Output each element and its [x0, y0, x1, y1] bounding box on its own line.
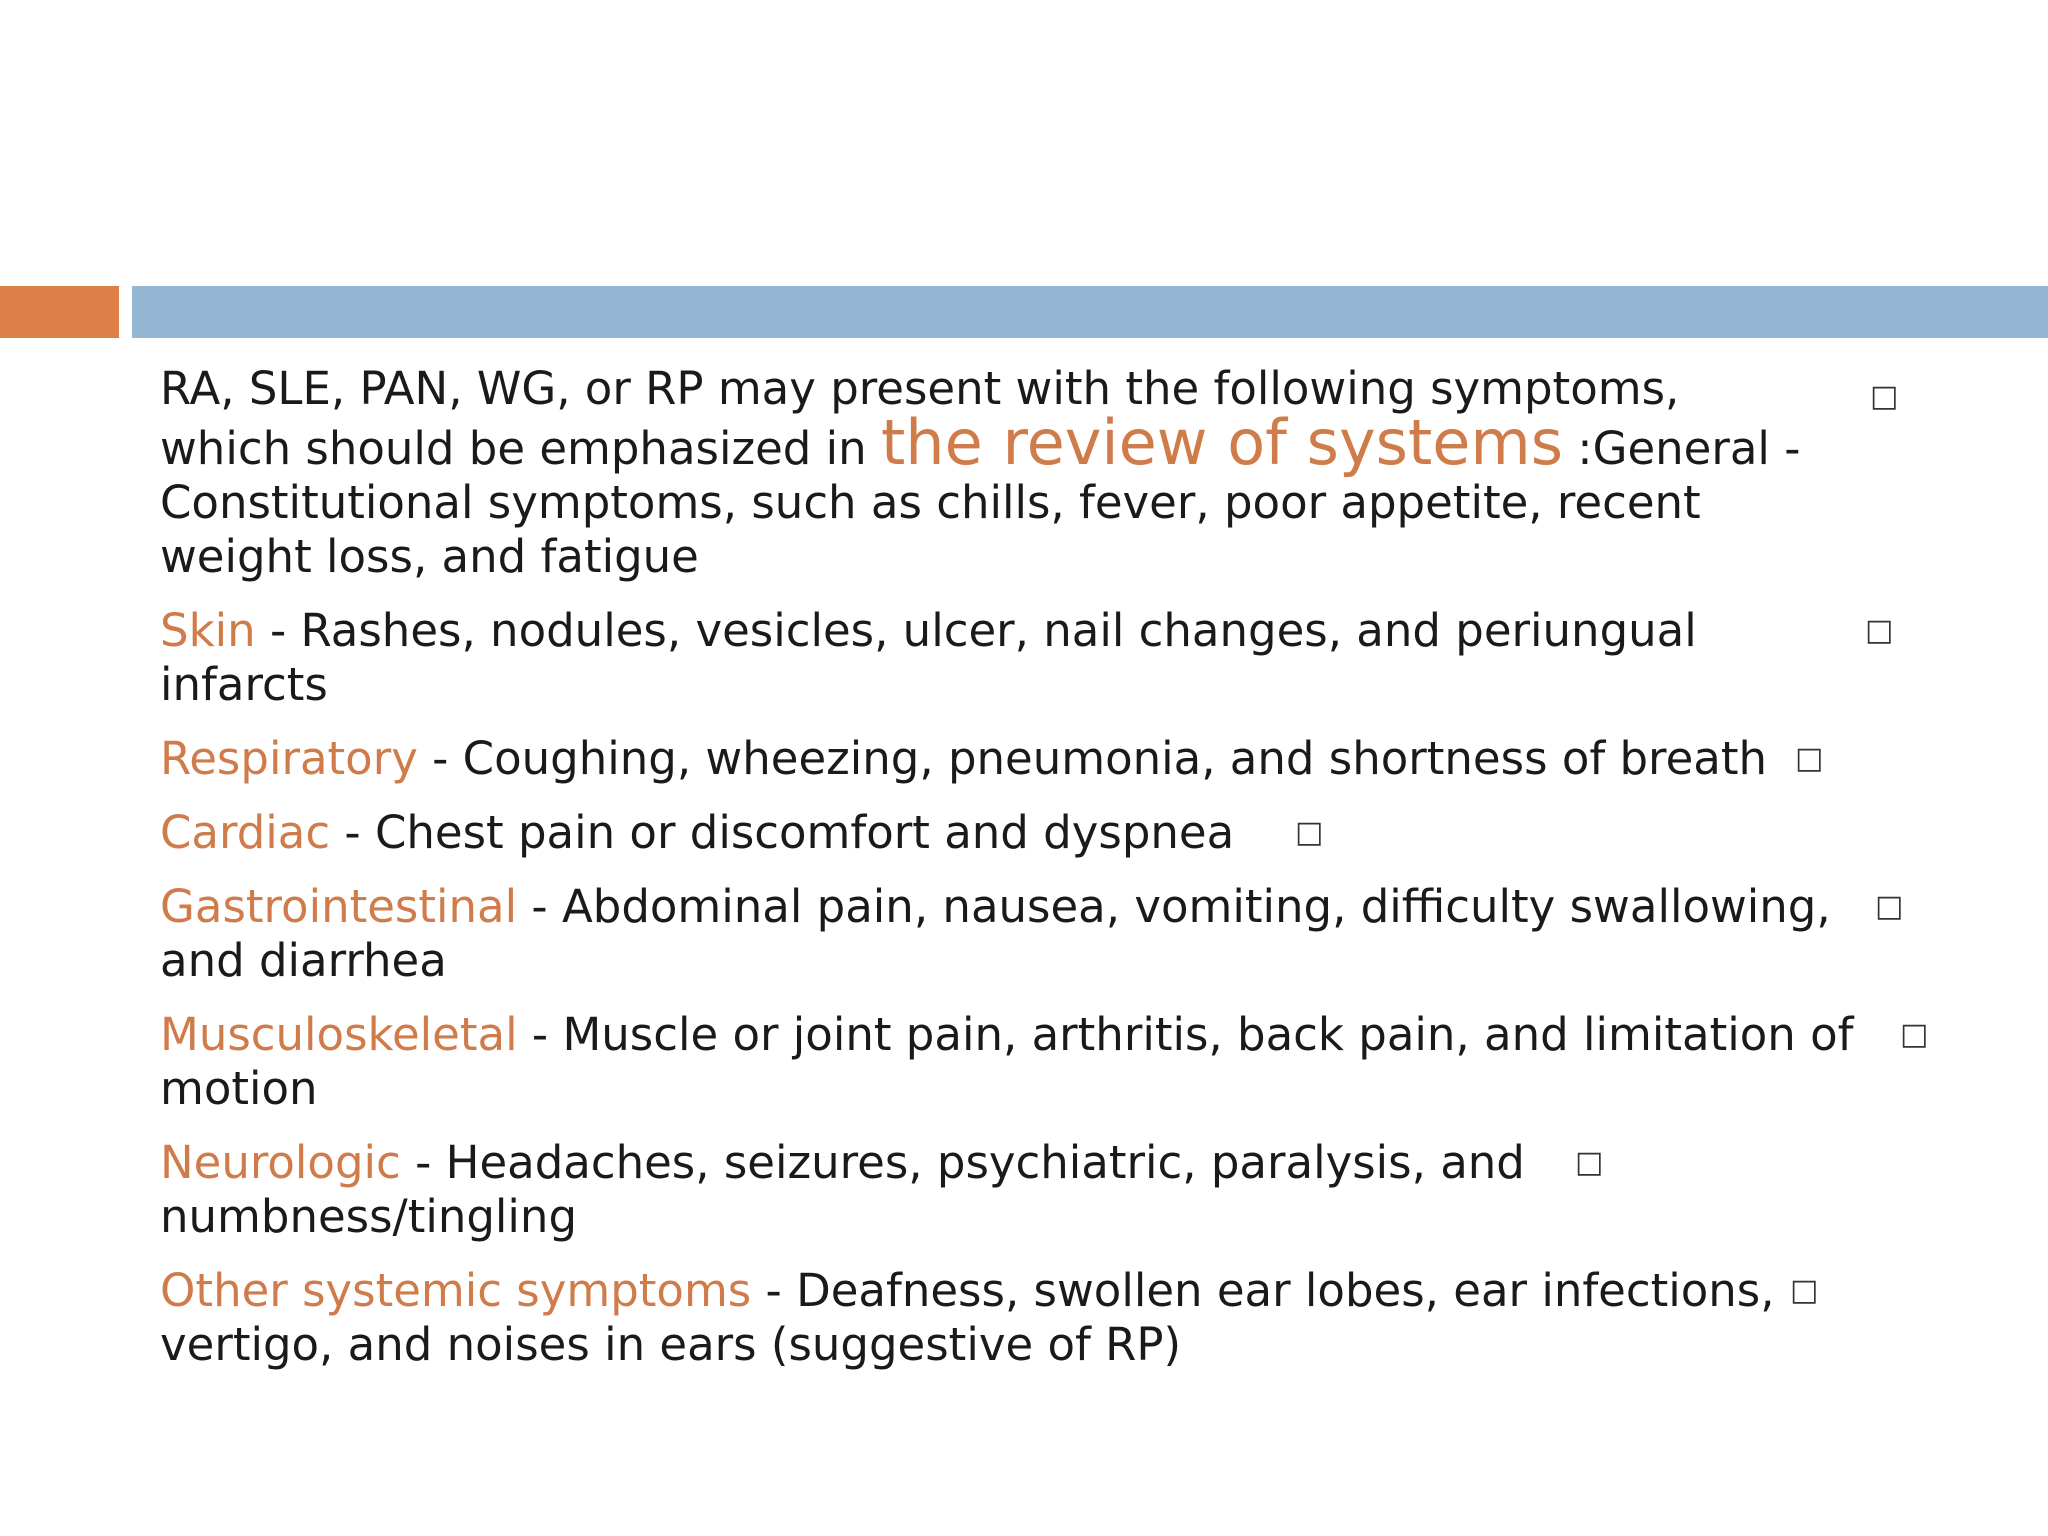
- item-desc: - Headaches, seizures, psychiatric, paralysis, and numbness/tingling: [160, 1136, 1525, 1243]
- bullet-box-icon: □: [1875, 889, 1904, 924]
- list-item-musculoskeletal: [160, 1008, 1929, 1116]
- bullet-box-icon: □: [1900, 1017, 1929, 1052]
- item-term: Gastrointestinal: [160, 880, 518, 933]
- list-item-neurologic: [160, 1136, 1604, 1244]
- item-desc: - Abdominal pain, nausea, vomiting, difficulty swallowing, and diarrhea: [160, 880, 1831, 987]
- list-item-other-systemic: [160, 1264, 1819, 1372]
- bullet-box-icon: □: [1295, 815, 1324, 850]
- list-item-skin: [160, 604, 1894, 712]
- bullet-box-icon: □: [1575, 1145, 1604, 1180]
- item-term: Neurologic: [160, 1136, 401, 1189]
- accent-bar-blue: [132, 286, 2048, 338]
- bullet-box-icon: □: [1795, 741, 1824, 776]
- bullet-box-icon: □: [1870, 379, 1899, 414]
- intro-highlight: the review of systems: [880, 406, 1564, 479]
- item-term: Cardiac: [160, 806, 331, 859]
- item-term: Respiratory: [160, 732, 418, 785]
- list-item-cardiac: [160, 806, 1360, 860]
- bullet-box-icon: □: [1865, 613, 1894, 648]
- item-desc: - Rashes, nodules, vesicles, ulcer, nail changes, and periungual infarcts: [160, 604, 1697, 711]
- item-term: Skin: [160, 604, 256, 657]
- intro-text-b: :General - Constitutional symptoms, such as chills, fever, poor appetite, recent weight loss, and fatigue: [160, 422, 1801, 583]
- list-item-respiratory: [160, 732, 1824, 786]
- intro-text-a: RA, SLE, PAN, WG, or RP may present with the following symptoms, which should be emphasized in: [160, 362, 1680, 475]
- item-desc: - Coughing, wheezing, pneumonia, and shortness of breath: [417, 732, 1767, 785]
- list-item-gastrointestinal: [160, 880, 1904, 988]
- item-desc: - Muscle or joint pain, arthritis, back pain, and limitation of motion: [160, 1008, 1854, 1115]
- slide-content: [160, 362, 1960, 1392]
- item-term: Musculoskeletal: [160, 1008, 518, 1061]
- item-desc: - Chest pain or discomfort and dyspnea: [330, 806, 1235, 859]
- item-term: Other systemic symptoms: [160, 1264, 752, 1317]
- intro-paragraph: [160, 362, 1899, 584]
- item-desc: - Deafness, swollen ear lobes, ear infections, vertigo, and noises in ears (suggestive of RP): [160, 1264, 1775, 1371]
- bullet-box-icon: □: [1790, 1273, 1819, 1308]
- accent-bar-orange: [0, 286, 119, 338]
